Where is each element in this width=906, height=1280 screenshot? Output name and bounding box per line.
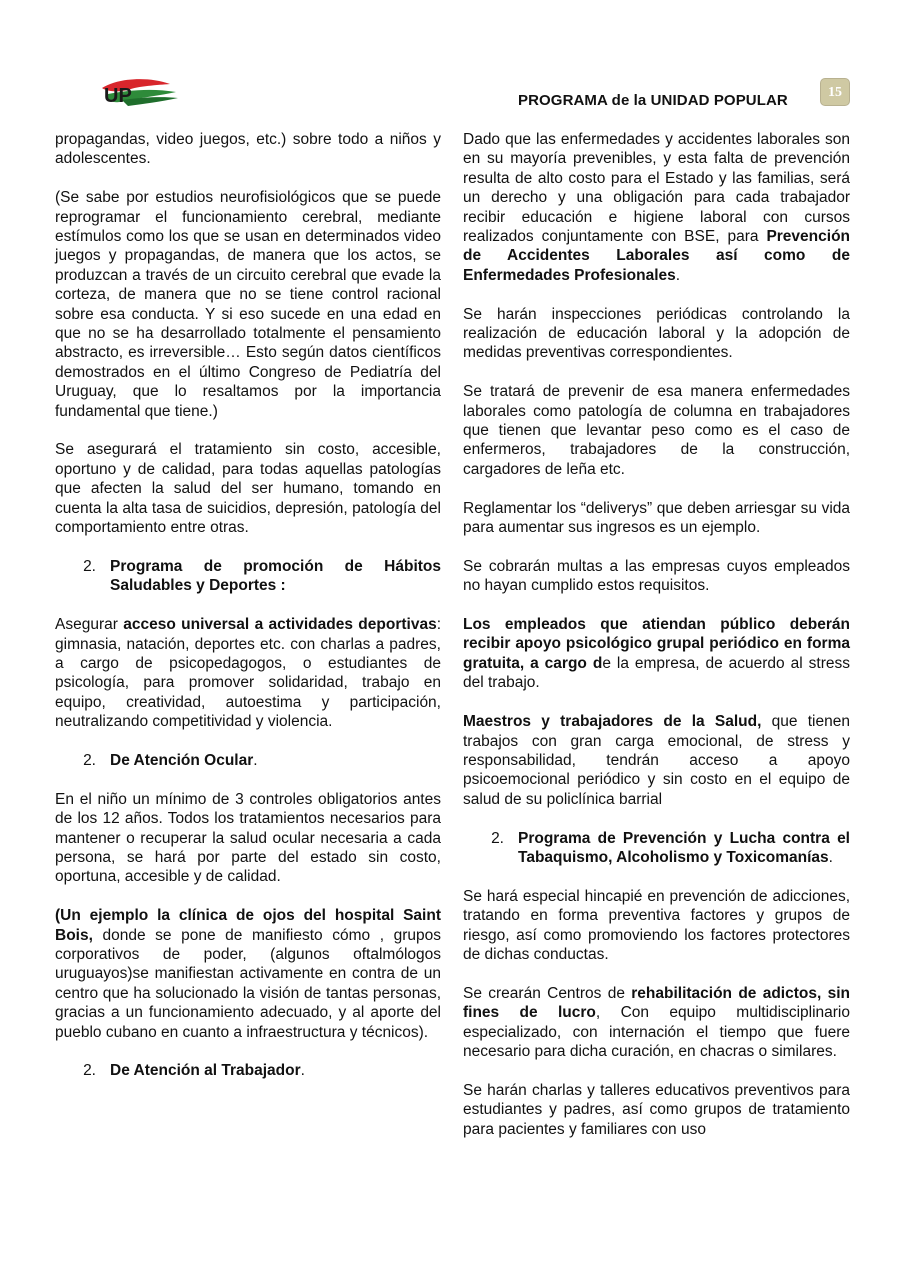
paragraph: Reglamentar los “deliverys” que deben arriesgar su vida para aumentar sus ingresos es un ejemplo. xyxy=(463,499,850,537)
right-column xyxy=(463,130,850,1139)
unidad-popular-logo xyxy=(98,76,180,112)
paragraph: Se tratará de prevenir de esa manera enfermedades laborales como patología de columna en trabajadores que tienen que levantar peso como es el caso de enfermeros, trabajadores de la construcción, cargadores de leña etc. xyxy=(463,383,850,478)
list-item: 2. De Atención Ocular. xyxy=(55,751,441,770)
header-title: PROGRAMA de la UNIDAD POPULAR xyxy=(518,92,788,109)
paragraph: Los empleados que atiendan público deberán recibir apoyo psicológico grupal periódico en forma gratuita, a cargo de la empresa, de acuerdo al stress del trabajo. xyxy=(463,616,850,692)
paragraph: (Se sabe por estudios neurofisiológicos que se puede reprogramar el funcionamiento cerebral, mediante estímulos como los que se usan en determinados video juegos y propagandas, de manera que los actos, se produzcan a través de un circuito cerebral que evade la corteza, de manera que no se tiene control racional sobre esa conducta. Y si eso sucede en una edad en que no se ha desarrollado totalmente el pensamiento abstracto, es irreversible… Esto según datos científicos demostrados en el último Congreso de Pediatría del Uruguay, que lo resaltamos por la importancia fundamental que tiene.) xyxy=(55,189,441,420)
list-number: 2. xyxy=(83,1062,96,1080)
list-item xyxy=(55,557,441,596)
list-number: 2. xyxy=(83,751,96,769)
page-number-badge: 15 xyxy=(820,78,850,106)
paragraph: Se asegurará el tratamiento sin costo, accesible, oportuno y de calidad, para todas aquellas patologías que afecten la salud del ser humano, tomando en cuenta la alta tasa de suicidios, depresión, patología del comportamiento entre otras. xyxy=(55,441,441,537)
section-heading: Programa de promoción de Hábitos Saludables y Deportes : xyxy=(110,557,441,595)
list-item: 2. De Atención al Trabajador. xyxy=(55,1061,441,1080)
section-heading: De Atención Ocular xyxy=(110,751,254,769)
paragraph: Maestros y trabajadores de la Salud, que tienen trabajos con gran carga emocional, de stress y responsabilidad, tendrán acceso a apoyo psicoemocional periódico y sin costo en el equipo de salud de su policlínica barrial xyxy=(463,713,850,808)
list-item: 2. Programa de Prevención y Lucha contra el Tabaquismo, Alcoholismo y Toxicomanías. xyxy=(463,829,850,868)
paragraph: (Un ejemplo la clínica de ojos del hospital Saint Bois, donde se pone de manifiesto cómo , grupos corporativos de poder, (algunos oftalmólogos uruguayos)se manifiestan activamente en contra de un centro que ha solucionado la visión de tantas personas, gracias a un funcionamiento adecuado, y al aporte del pueblo cubano en cuanto a infraestructura y técnicos). xyxy=(55,907,441,1041)
section-heading: Programa de Prevención y Lucha contra el Tabaquismo, Alcoholismo y Toxicomanías xyxy=(518,829,850,866)
logo-text: UP xyxy=(104,85,132,107)
paragraph: Se harán inspecciones periódicas controlando la realización de educación laboral y la adopción de medidas preventivas correspondientes. xyxy=(463,305,850,362)
section-heading: De Atención al Trabajador xyxy=(110,1062,301,1080)
paragraph: Se harán charlas y talleres educativos preventivos para estudiantes y padres, así como grupos de tratamiento para pacientes y familiares con uso xyxy=(463,1081,850,1138)
paragraph: Se crearán Centros de rehabilitación de adictos, sin fines de lucro, Con equipo multidisciplinario especializado, con internación el tiempo que fuere necesario para dicha curación, en chacras o similares. xyxy=(463,984,850,1060)
left-column xyxy=(55,130,441,1100)
paragraph: Se cobrarán multas a las empresas cuyos empleados no hayan cumplido estos requisitos. xyxy=(463,557,850,595)
list-number: 2. xyxy=(491,829,504,847)
paragraph: Dado que las enfermedades y accidentes laborales son en su mayoría prevenibles, y esta falta de prevención resulta de alto costo para el Estado y las familias, será un derecho y una obligación para cada trabajador recibir educación e higiene laboral con cursos realizados conjuntamente con BSE, para Prevención de Accidentes Laborales así como de Enfermedades Profesionales. xyxy=(463,131,850,284)
list-number: 2. xyxy=(83,557,96,575)
paragraph: Se hará especial hincapié en prevención de adicciones, tratando en forma preventiva factores y grupos de riesgo, así como promoviendo los factores protectores de dichas conductas. xyxy=(463,887,850,963)
paragraph: Asegurar acceso universal a actividades deportivas: gimnasia, natación, deportes etc. con charlas a padres, a cargo de psicopedagogos, o estudiantes de psicología, para promover solidaridad, trabajo en equipo, creatividad, autoestima y participación, neutralizando competitividad y violencia. xyxy=(55,616,442,731)
paragraph: En el niño un mínimo de 3 controles obligatorios antes de los 12 años. Todos los tratamientos necesarios para mantener o recuperar la salud ocular necesaria a cada persona, se hará por parte del estado sin costo, oportuna, accesible y de calidad. xyxy=(55,790,441,886)
paragraph: propagandas, video juegos, etc.) sobre todo a niños y adolescentes. xyxy=(55,131,441,168)
